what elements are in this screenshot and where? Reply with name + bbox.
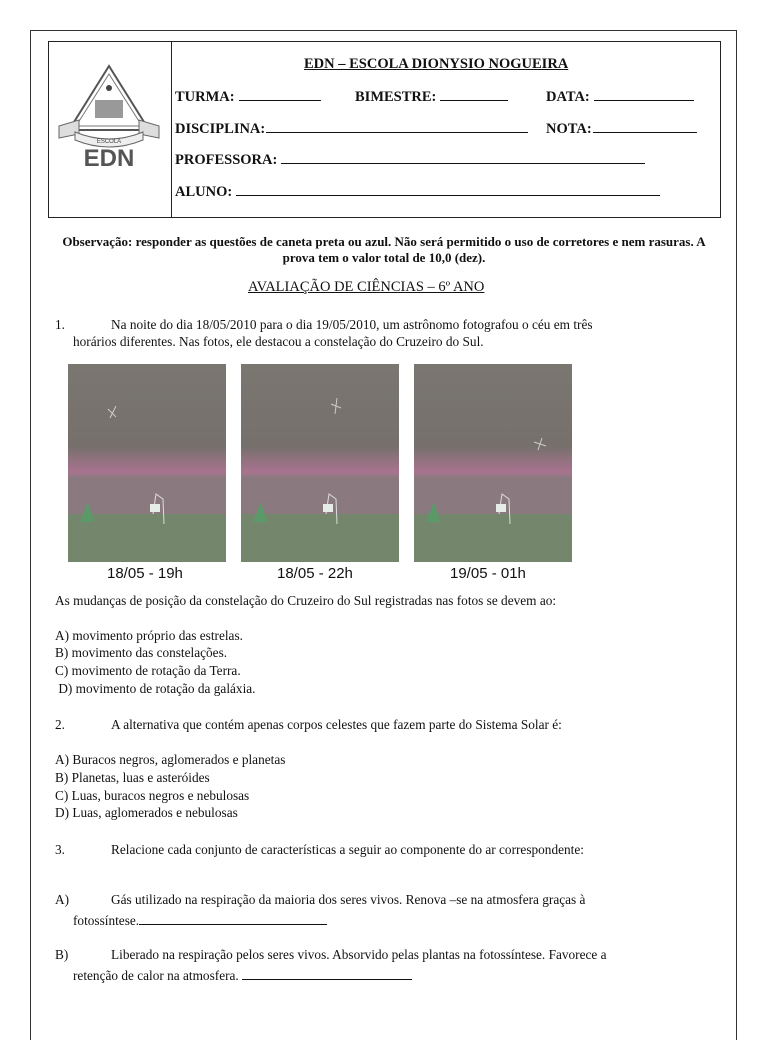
q2-text: A alternativa que contém apenas corpos celestes que fazem parte do Sistema Solar é: [111, 717, 562, 732]
nota-field[interactable]: NOTA: [546, 121, 697, 138]
sky-photo-3 [414, 364, 572, 562]
q3-number: 3. [55, 842, 65, 857]
q3a-answer-blank[interactable] [139, 923, 327, 925]
q2-option-a: A) Buracos negros, aglomerados e planetas [55, 752, 286, 767]
logo-text: EDN [83, 145, 135, 172]
svg-text:ESCOLA: ESCOLA [96, 139, 122, 145]
q3b-label: B) [55, 947, 69, 962]
q3-text: Relacione cada conjunto de características a seguir ao componente do ar correspondente: [111, 842, 584, 857]
professora-field[interactable]: PROFESSORA: [175, 152, 645, 169]
q3a-label: A) [55, 892, 70, 907]
header-box [48, 41, 721, 218]
aluno-field[interactable]: ALUNO: [175, 184, 660, 201]
disciplina-field[interactable]: DISCIPLINA: [175, 121, 528, 138]
q3b-answer-blank[interactable] [242, 978, 412, 980]
q1-prompt: As mudanças de posição da constelação do Cruzeiro do Sul registradas nas fotos se devem ao: [55, 593, 557, 608]
q3a-line1: Gás utilizado na respiração da maioria dos seres vivos. Renova –se na atmosfera graças à [111, 892, 586, 907]
q2-number: 2. [55, 717, 65, 732]
q2-option-d: D) Luas, aglomerados e nebulosas [55, 805, 238, 820]
q1-number: 1. [55, 317, 65, 332]
q3a-line2: fotossíntese. [73, 912, 327, 930]
q3b-line1: Liberado na respiração pelos seres vivos. Absorvido pelas plantas na fotossíntese. Favorece a [111, 947, 607, 962]
exam-title: AVALIAÇÃO DE CIÊNCIAS – 6º ANO [248, 279, 485, 295]
school-name: EDN – ESCOLA DIONYSIO NOGUEIRA [304, 56, 569, 72]
sky-photo-3-image [414, 364, 572, 562]
turma-field[interactable]: TURMA: [175, 89, 321, 106]
q1-text-line1: Na noite do dia 18/05/2010 para o dia 19/05/2010, um astrônomo fotografou o céu em três [111, 317, 593, 332]
sky-photo-2-image [241, 364, 399, 562]
sky-photo-1-image [68, 364, 226, 562]
q1-option-a: A) movimento próprio das estrelas. [55, 628, 243, 643]
sky-photo-1 [68, 364, 226, 562]
q1-text-line2: horários diferentes. Nas fotos, ele destacou a constelação do Cruzeiro do Sul. [73, 334, 484, 349]
q1-option-c: C) movimento de rotação da Terra. [55, 663, 241, 678]
q3b-line2: retenção de calor na atmosfera. [73, 967, 412, 985]
q2-option-b: B) Planetas, luas e asteróides [55, 770, 210, 785]
q1-option-d: D) movimento de rotação da galáxia. [55, 681, 256, 696]
photo-caption-1: 18/05 - 19h [107, 565, 183, 582]
school-logo [49, 42, 172, 217]
logo-emblem-icon [49, 42, 171, 217]
q2-option-c: C) Luas, buracos negros e nebulosas [55, 788, 250, 803]
observation-note: Observação: responder as questões de caneta preta ou azul. Não será permitido o uso de corretores e nem rasuras. A prova tem o valor total de 10,0 (dez). [62, 234, 706, 265]
q1-option-b: B) movimento das constelações. [55, 645, 228, 660]
bimestre-field[interactable]: BIMESTRE: [355, 89, 508, 106]
data-field[interactable]: DATA: [546, 89, 694, 106]
photo-caption-3: 19/05 - 01h [450, 565, 526, 582]
photo-caption-2: 18/05 - 22h [277, 565, 353, 582]
sky-photo-2 [241, 364, 399, 562]
